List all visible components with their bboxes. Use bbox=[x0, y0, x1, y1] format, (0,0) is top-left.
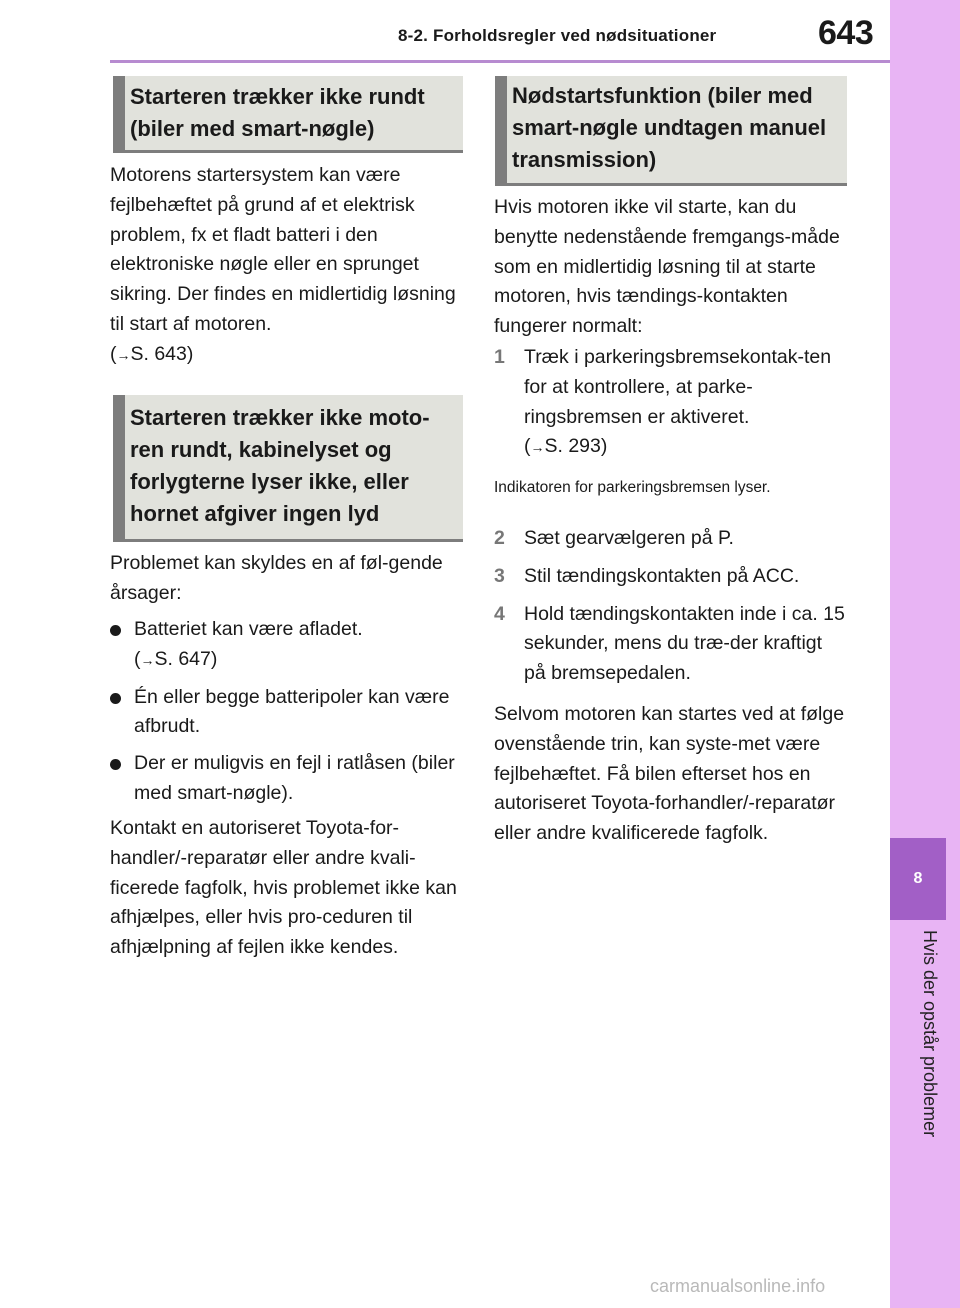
paragraph-service-advice: Selvom motoren kan startes ved at følge ovenstående trin, kan syste-met være fejlbehæftet. Få bilen efterset hos en autoriseret Toyota-forhandler/-reparatør eller andre kvalificerede fagfolk. bbox=[494, 703, 845, 845]
heading-text: Nødstartsfunktion (biler med smart-nøgle undtagen manuel transmission) bbox=[512, 83, 827, 172]
step-item bbox=[494, 343, 846, 463]
heading-box-starter-not-turning bbox=[113, 76, 463, 153]
causes-list bbox=[110, 615, 460, 816]
reference-text: S. 647) bbox=[154, 647, 218, 670]
list-item-text: Én eller begge batteripoler kan være afbrudt. bbox=[134, 685, 450, 738]
note-parking-brake-indicator: Indikatoren for parkeringsbremsen lyser. bbox=[494, 479, 771, 496]
bullet-icon bbox=[110, 625, 121, 636]
chapter-number-badge: 8 bbox=[890, 838, 946, 920]
page-reference: (→S. 647) bbox=[134, 647, 218, 670]
watermark[interactable]: carmanualsonline.info bbox=[650, 1276, 826, 1296]
reference-text: S. 293) bbox=[544, 435, 608, 458]
step-number: 4 bbox=[494, 602, 505, 625]
list-item-text: Batteriet kan være afladet. bbox=[134, 618, 363, 640]
section-title: 8-2. Forholdsregler ved nødsituationer bbox=[398, 26, 717, 45]
heading-box-emergency-start bbox=[495, 76, 847, 186]
heading-accent-bar bbox=[495, 76, 507, 183]
step-item bbox=[494, 524, 846, 554]
step-text: Sæt gearvælgeren på P. bbox=[524, 527, 734, 549]
step-number: 3 bbox=[494, 564, 505, 587]
steps-list-rest bbox=[494, 524, 846, 697]
paragraph-text: Motorens startersystem kan være fejlbehæftet på grund af et elektrisk problem, fx et fladt batteri i den elektroniske nøgle eller en sprunget sikring. Der findes en midlertidig løsning til start af motoren. bbox=[110, 164, 456, 335]
page-reference: (→S. 293) bbox=[524, 435, 608, 458]
page-reference: (→S. 643) bbox=[110, 342, 194, 365]
step-number: 2 bbox=[494, 527, 505, 549]
step-text: Træk i parkeringsbremsekontak-ten for at kontrollere, at parke-ringsbremsen er aktiveret. bbox=[524, 346, 832, 428]
paragraph-causes-intro: Problemet kan skyldes en af føl-gende årsager: bbox=[110, 552, 443, 604]
list-item bbox=[110, 615, 460, 676]
header-divider bbox=[110, 60, 890, 63]
step-text: Hold tændingskontakten inde i ca. 15 sekunder, mens du træ-der kraftigt på bremsepedalen. bbox=[524, 602, 845, 685]
heading-accent-bar bbox=[113, 395, 125, 539]
paragraph-starter-system bbox=[110, 161, 462, 371]
arrow-right-icon: → bbox=[116, 346, 131, 363]
heading-box-no-lights-no-horn bbox=[113, 395, 463, 542]
reference-text: S. 643) bbox=[130, 342, 194, 365]
bullet-icon bbox=[110, 759, 121, 770]
step-item bbox=[494, 600, 846, 689]
heading-accent-bar bbox=[113, 76, 125, 150]
arrow-right-icon: → bbox=[530, 439, 545, 456]
chapter-title: Hvis der opstår problemer bbox=[920, 930, 940, 1138]
arrow-right-icon: → bbox=[140, 651, 155, 668]
heading-text: Starteren trækker ikke rundt (biler med smart-nøgle) bbox=[130, 84, 425, 141]
step-text: Stil tændingskontakten på ACC. bbox=[524, 564, 800, 587]
page-number: 643 bbox=[818, 14, 874, 52]
bullet-icon bbox=[110, 693, 121, 704]
list-item bbox=[110, 683, 460, 743]
step-number: 1 bbox=[494, 346, 505, 368]
paragraph-contact-dealer: Kontakt en autoriseret Toyota-for-handler/-reparatør eller andre kvali-ficerede fagfolk, hvis problemet ikke kan afhjælpes, eller hvis pro-ceduren til afhjælpning af fejlen ikke kendes. bbox=[110, 817, 457, 959]
heading-text: Starteren trækker ikke moto-ren rundt, kabinelyset og forlygterne lyser ikke, eller hornet afgiver ingen lyd bbox=[130, 405, 430, 526]
list-item-text: Der er muligvis en fejl i ratlåsen (biler med smart-nøgle). bbox=[134, 752, 455, 804]
step-item bbox=[494, 562, 846, 592]
paragraph-emergency-intro: Hvis motoren ikke vil starte, kan du benytte nedenstående fremgangs-måde som en midlertidig løsning til at starte motoren, hvis tændings-kontakten fungerer normalt: bbox=[494, 196, 840, 338]
steps-list-first bbox=[494, 343, 846, 471]
list-item bbox=[110, 749, 460, 809]
